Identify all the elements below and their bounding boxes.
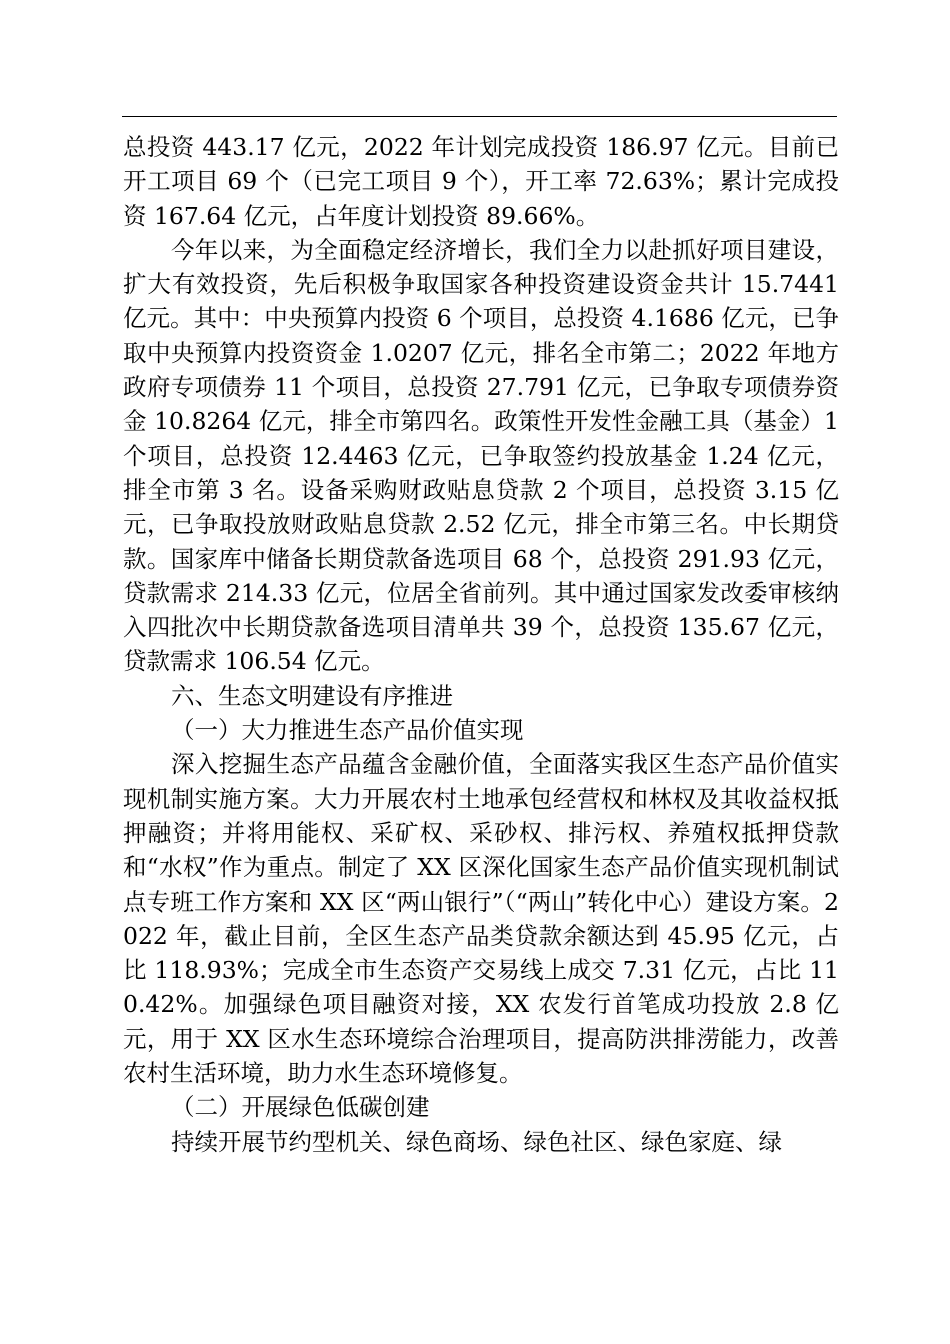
header-rule bbox=[122, 116, 837, 117]
section-heading-ecological: 六、生态文明建设有序推进 bbox=[171, 681, 453, 710]
paragraph-project-funding: 今年以来，为全面稳定经济增长，我们全力以赴抓好项目建设，扩大有效投资，先后积极争取国家各种投资建设资金共计 15.7441 亿元。其中：中央预算内投资 6 个项目，总投资 4.1686 亿元，已争取中央预算内投资资金 1.0207 亿元，排名全市第二；2022 年地方政府专项债券 11 个项目，总投资 27.791 亿元，已争取专项债券资金 10.8264 亿元，排全市第四名。政策性开发性金融工具（基金）1 个项目，总投资 12.4463 亿元，已争取签约投放基金 1.24 亿元，排全市第 3 名。设备采购财政贴息贷款 2 个项目，总投资 3.15 亿元，已争取投放财政贴息贷款 2.52 亿元，排全市第三名。中长期贷款。国家库中储备长期贷款备选项目 68 个，总投资 291.93 亿元，贷款需求 214.33 亿元，位居全省前列。其中通过国家发改委审核纳入四批次中长期贷款备选项目清单共 39 个，总投资 135.67 亿元，贷款需求 106.54 亿元。 bbox=[123, 235, 839, 676]
subsection-heading-green-low-carbon: （二）开展绿色低碳创建 bbox=[171, 1093, 430, 1122]
paragraph-green-creation: 持续开展节约型机关、绿色商场、绿色社区、绿色家庭、绿 bbox=[171, 1127, 782, 1156]
paragraph-eco-product-finance: 深入挖掘生态产品蕴含金融价值，全面落实我区生态产品价值实现机制实施方案。大力开展农村土地承包经营权和林权及其收益权抵押融资；并将用能权、采矿权、采砂权、排污权、养殖权抵押贷款和“水权”作为重点。制定了 XX 区深化国家生态产品价值实现机制试点专班工作方案和 XX 区“两山银行”（“两山”转化中心）建设方案。2022 年，截止目前，全区生态产品类贷款余额达到 45.95 亿元，占比 118.93%；完成全市生态资产交易线上成交 7.31 亿元，占比 110.42%。加强绿色项目融资对接，XX 农发行首笔成功投放 2.8 亿元，用于 XX 区水生态环境综合治理项目，提高防洪排涝能力，改善农村生活环境，助力水生态环境修复。 bbox=[123, 750, 839, 1088]
subsection-heading-eco-product-value: （一）大力推进生态产品价值实现 bbox=[171, 716, 524, 745]
paragraph-investment-summary: 总投资 443.17 亿元，2022 年计划完成投资 186.97 亿元。目前已开工项目 69 个（已完工项目 9 个），开工率 72.63%；累计完成投资 167.64 亿元，占年度计划投资 89.66%。 bbox=[123, 133, 839, 230]
document-body bbox=[123, 130, 839, 1159]
